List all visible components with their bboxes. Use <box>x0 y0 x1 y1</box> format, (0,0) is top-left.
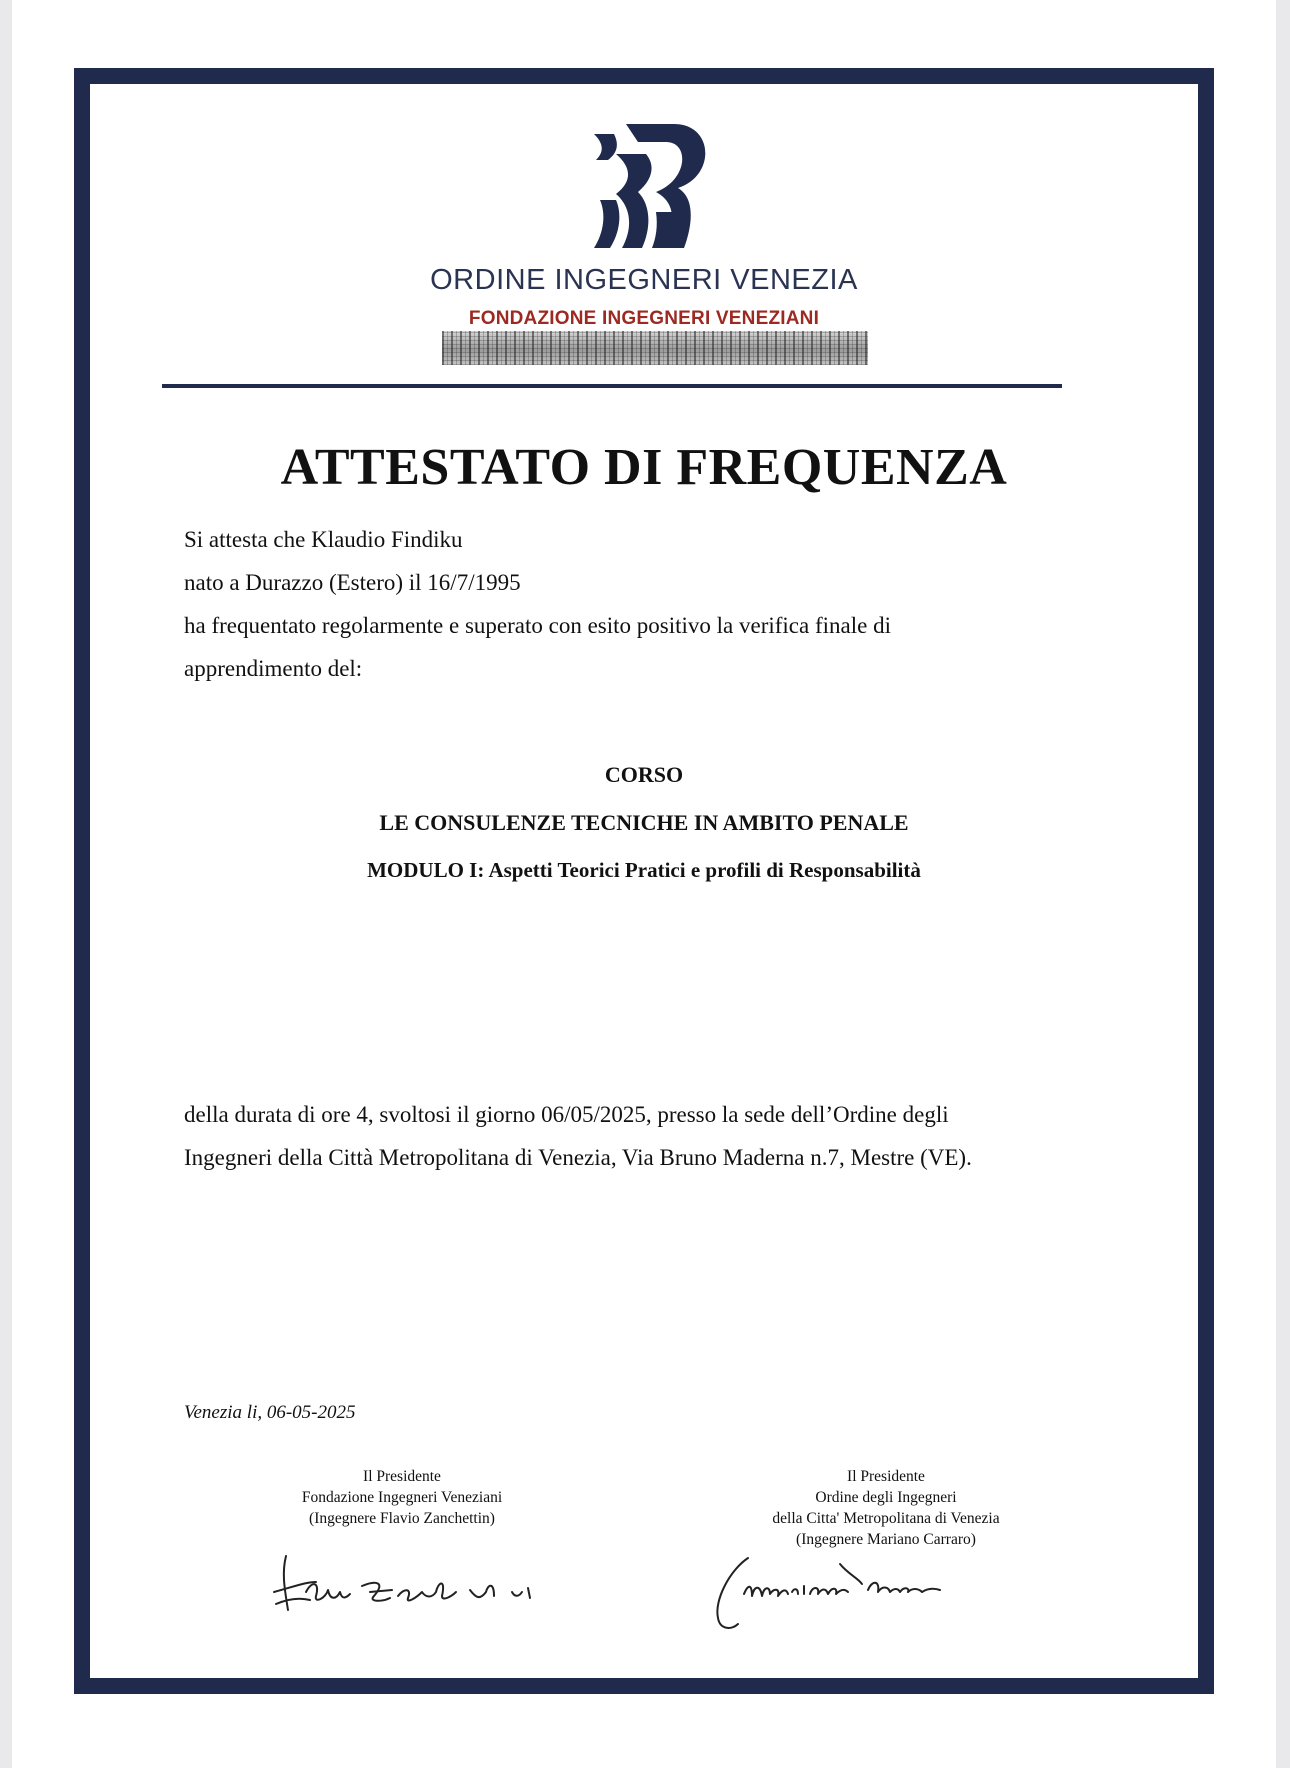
attestation-text <box>184 518 1124 690</box>
signatory-organization: Fondazione Ingegneri Veneziani <box>301 1489 503 1506</box>
course-label: CORSO <box>604 762 684 787</box>
signatory-role: Il Presidente <box>847 1468 925 1485</box>
header-divider <box>162 384 1062 388</box>
signature-right <box>708 1544 968 1634</box>
order-logo-icon <box>586 114 726 250</box>
birth-line: nato a Durazzo (Estero) il 16/7/1995 <box>184 570 521 595</box>
attendance-line: ha frequentato regolarmente e superato con esito positivo la verifica finale di <box>184 613 891 638</box>
order-name: ORDINE INGEGNERI VENEZIA <box>430 264 858 296</box>
signatory-right <box>740 1466 1032 1550</box>
page-edge-left <box>0 0 12 1768</box>
signatory-left <box>282 1466 522 1529</box>
certificate-frame <box>74 68 1214 1694</box>
foundation-name: FONDAZIONE INGEGNERI VENEZIANI <box>468 308 820 329</box>
course-name: LE CONSULENZE TECNICHE IN AMBITO PENALE <box>379 810 909 835</box>
signatory-role: Il Presidente <box>363 1468 441 1485</box>
course-module: MODULO I: Aspetti Teorici Pratici e profili di Responsabilità <box>367 858 921 882</box>
attestation-line: Si attesta che Klaudio Findiku <box>184 527 463 552</box>
certificate-title: ATTESTATO DI FREQUENZA <box>280 439 1008 496</box>
page-edge-right <box>1276 0 1290 1768</box>
place-date: Venezia li, 06-05-2025 <box>184 1402 356 1423</box>
attendance-line-end: apprendimento del: <box>184 656 363 681</box>
signatory-organization-detail: della Citta' Metropolitana di Venezia <box>772 1510 1000 1527</box>
signatory-name: (Ingegnere Mariano Carraro) <box>796 1531 976 1548</box>
signatory-organization: Ordine degli Ingegneri <box>815 1489 957 1506</box>
signatory-name: (Ingegnere Flavio Zanchettin) <box>309 1510 495 1527</box>
duration-text <box>184 1093 1144 1179</box>
signature-left <box>266 1552 566 1622</box>
venice-panorama-banner <box>442 331 868 365</box>
location-line: Ingegneri della Città Metropolitana di Venezia, Via Bruno Maderna n.7, Mestre (VE). <box>184 1145 972 1170</box>
duration-line: della durata di ore 4, svoltosi il giorno 06/05/2025, presso la sede dell’Ordine degli <box>184 1102 949 1127</box>
